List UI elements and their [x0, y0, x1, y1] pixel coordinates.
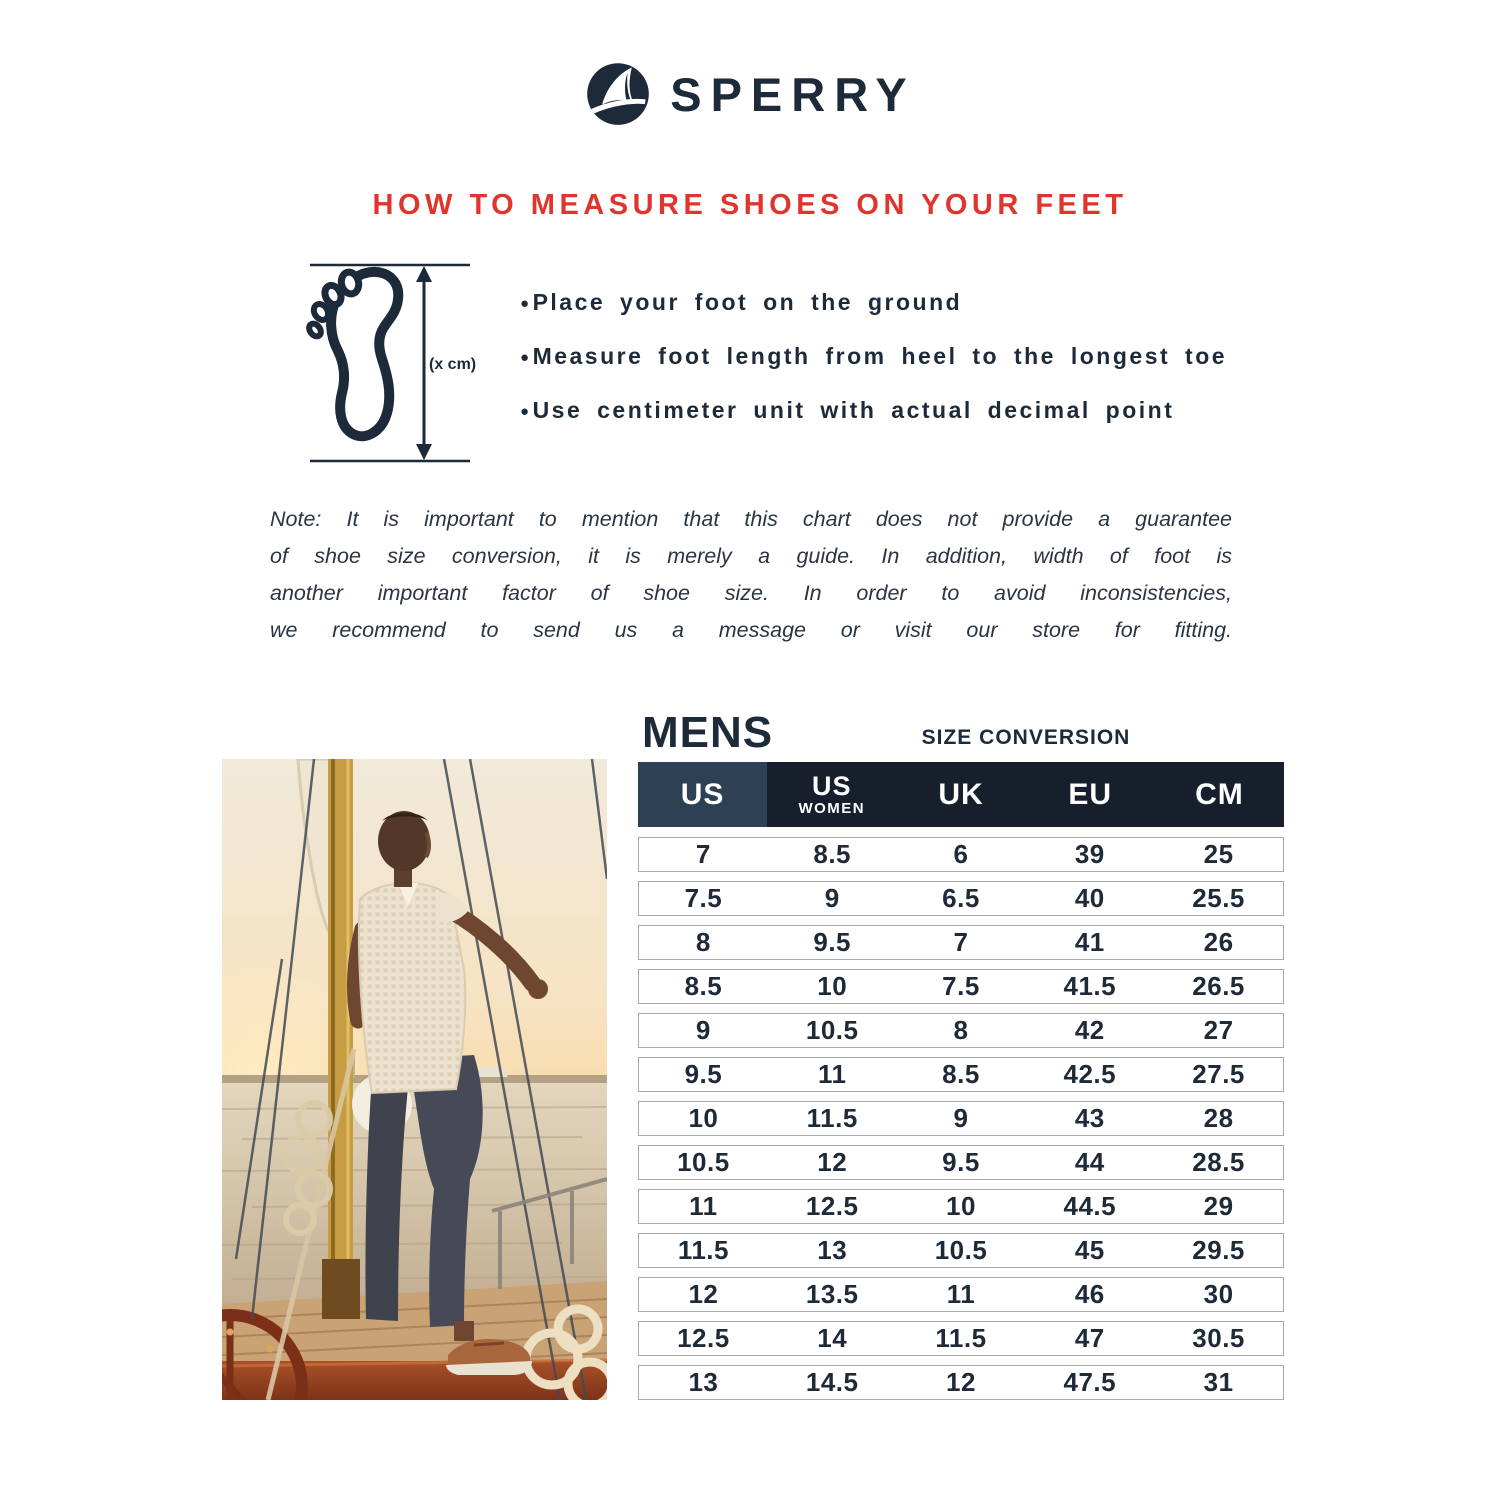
cell-cm: 31	[1203, 1367, 1234, 1397]
cell-cm: 30	[1203, 1279, 1234, 1309]
cell-cm: 25	[1203, 839, 1234, 869]
cell-cm: 28	[1203, 1103, 1234, 1133]
size-conversion-section	[638, 698, 1284, 1409]
cell-eu: 41.5	[1063, 971, 1117, 1001]
diagram-label: (x cm)	[429, 356, 477, 373]
header-cell-us-women: US WOMEN	[798, 770, 866, 817]
size-table-row	[638, 1145, 1284, 1180]
cell-us-women: 14	[817, 1323, 848, 1353]
header-cell-uk: UK	[938, 777, 984, 811]
cell-us: 12	[688, 1279, 719, 1309]
section-subtitle: SIZE CONVERSION	[921, 726, 1131, 749]
cell-us-women: 10	[817, 971, 848, 1001]
cell-uk: 7	[953, 927, 969, 957]
cell-eu: 46	[1074, 1279, 1105, 1309]
size-table-row	[638, 1101, 1284, 1136]
cell-cm: 26	[1203, 927, 1234, 957]
cell-us-women: 13.5	[805, 1279, 859, 1309]
size-table-row	[638, 1013, 1284, 1048]
cell-us: 11.5	[677, 1235, 729, 1265]
cell-eu: 41	[1074, 927, 1105, 957]
bullet-icon: ●	[520, 349, 532, 366]
foot-measure-diagram	[288, 250, 488, 468]
header-cell-cm: CM	[1195, 777, 1244, 811]
note-line: of shoe size conversion, it is merely a guide. In addition, width of foot is	[270, 544, 1232, 568]
sperry-sail-logo-icon	[584, 60, 652, 128]
size-table-row	[638, 1233, 1284, 1268]
size-table-row	[638, 1189, 1284, 1224]
note-line: Note: It is important to mention that this chart does not provide a guarantee	[270, 507, 1232, 531]
size-table-row	[638, 925, 1284, 960]
cell-eu: 42.5	[1063, 1059, 1117, 1089]
cell-uk: 9.5	[942, 1147, 980, 1177]
cell-uk: 8.5	[942, 1059, 980, 1089]
head	[378, 811, 430, 871]
cell-uk: 9	[953, 1103, 969, 1133]
size-table-row	[638, 837, 1284, 872]
cell-us: 7	[695, 839, 711, 869]
cell-cm: 29	[1203, 1191, 1234, 1221]
size-table-body	[638, 837, 1284, 1400]
cell-eu: 47.5	[1063, 1367, 1117, 1397]
cell-us: 7.5	[684, 883, 723, 913]
cell-us-women: 14.5	[805, 1367, 859, 1397]
cell-us-women: 9.5	[813, 927, 852, 957]
cell-eu: 43	[1074, 1103, 1105, 1133]
section-title: MENS	[642, 708, 774, 757]
cell-cm: 25.5	[1192, 883, 1245, 913]
cell-cm: 30.5	[1192, 1323, 1245, 1353]
cell-us: 12.5	[677, 1323, 730, 1353]
cell-uk: 6	[953, 839, 969, 869]
measure-instructions	[520, 288, 1240, 450]
instruction-item: ●Use centimeter unit with actual decimal point	[520, 397, 1175, 423]
size-table-row	[638, 1057, 1284, 1092]
size-table-header	[638, 762, 1284, 827]
note-line: another important factor of shoe size. In order to avoid inconsistencies,	[270, 581, 1232, 605]
brand-logo	[0, 60, 1500, 128]
hand	[528, 979, 548, 999]
size-table-row	[638, 969, 1284, 1004]
cell-eu: 44	[1074, 1147, 1105, 1177]
cell-cm: 28.5	[1192, 1147, 1245, 1177]
cell-cm: 29.5	[1192, 1235, 1245, 1265]
note-line: we recommend to send us a message or visit our store for fitting.	[270, 618, 1232, 642]
cell-uk: 7.5	[942, 971, 980, 1001]
chart-head	[638, 698, 1284, 762]
cell-us-women: 9	[824, 883, 840, 913]
disclaimer-note	[270, 504, 1232, 652]
instruction-item: ●Measure foot length from heel to the longest toe	[520, 343, 1228, 369]
cell-eu: 45	[1074, 1235, 1105, 1265]
cell-us-women: 11	[817, 1059, 847, 1089]
instruction-item: ●Place your foot on the ground	[520, 289, 963, 315]
cell-us: 8	[695, 927, 711, 957]
cell-uk: 8	[953, 1015, 969, 1045]
bullet-icon: ●	[520, 403, 532, 420]
cell-us: 13	[688, 1367, 719, 1397]
cell-cm: 27.5	[1192, 1059, 1245, 1089]
cell-eu: 44.5	[1063, 1191, 1117, 1221]
bullet-icon: ●	[520, 295, 532, 312]
cell-uk: 12	[946, 1367, 976, 1397]
size-table-row	[638, 1277, 1284, 1312]
cell-us: 8.5	[684, 971, 723, 1001]
ankle	[454, 1321, 474, 1341]
photo-man-on-sailboat	[222, 759, 607, 1400]
size-table-row	[638, 881, 1284, 916]
cell-us: 9	[695, 1015, 711, 1045]
cell-us-women: 13	[817, 1235, 848, 1265]
cell-uk: 6.5	[942, 883, 980, 913]
cell-us-women: 10.5	[805, 1015, 859, 1045]
cell-us: 11	[689, 1191, 718, 1221]
cell-us-women: 8.5	[813, 839, 852, 869]
cell-us: 9.5	[684, 1059, 723, 1089]
mast-base	[322, 1259, 360, 1319]
cell-uk: 10	[946, 1191, 976, 1221]
brand-name: SPERRY	[670, 67, 916, 121]
cell-uk: 11	[946, 1279, 976, 1309]
cell-us-women: 12	[817, 1147, 848, 1177]
header-cell-us: US	[638, 762, 767, 827]
cell-us: 10.5	[677, 1147, 730, 1177]
cell-eu: 40	[1074, 883, 1105, 913]
cell-us: 10	[688, 1103, 719, 1133]
cell-us-women: 11.5	[806, 1103, 858, 1133]
cell-uk: 10.5	[934, 1235, 988, 1265]
shoe-lace	[474, 1343, 504, 1345]
size-table-row	[638, 1321, 1284, 1356]
cell-uk: 11.5	[935, 1323, 987, 1353]
cell-eu: 42	[1074, 1015, 1105, 1045]
page-title: HOW TO MEASURE SHOES ON YOUR FEET	[372, 189, 1128, 221]
cell-cm: 27	[1203, 1015, 1234, 1045]
cell-us-women: 12.5	[805, 1191, 859, 1221]
cell-eu: 47	[1074, 1323, 1105, 1353]
toe-5	[307, 321, 323, 338]
header-cell-eu: EU	[1068, 777, 1113, 811]
size-table-row	[638, 1365, 1284, 1400]
cell-eu: 39	[1074, 839, 1105, 869]
cell-cm: 26.5	[1192, 971, 1245, 1001]
